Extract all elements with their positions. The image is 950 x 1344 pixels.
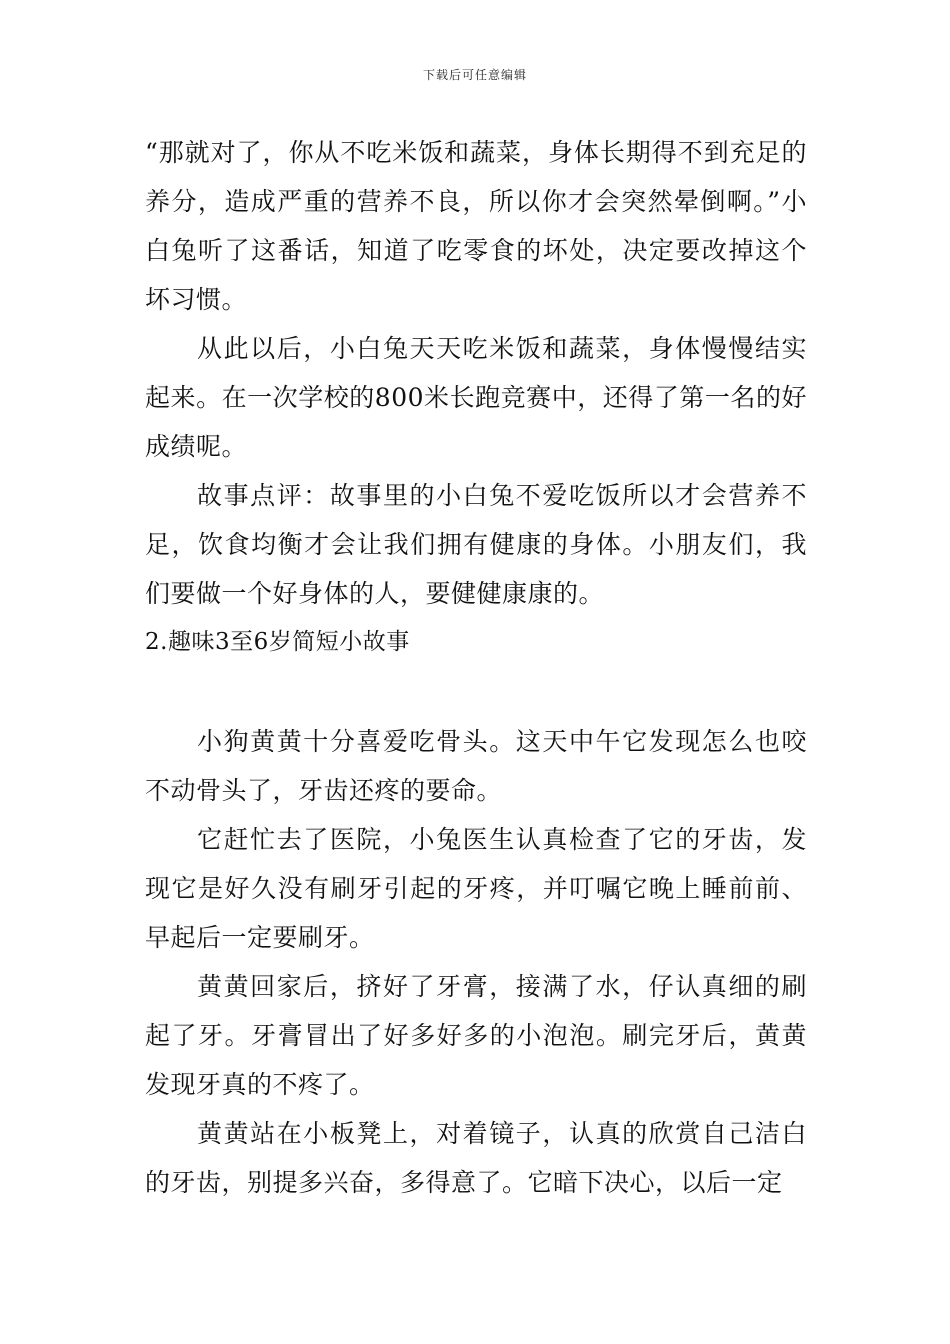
document-body	[145, 128, 807, 1207]
section-heading: 2.趣味3至6岁简短小故事	[145, 629, 410, 655]
page-header: 下载后可任意编辑	[422, 68, 527, 82]
blank-line	[145, 667, 807, 717]
paragraph-story-3: 黄黄回家后，挤好了牙膏，接满了水，仔认真细的刷起了牙。牙膏冒出了好多好多的小泡泡。刷完牙后，黄黄发现牙真的不疼了。	[145, 972, 807, 1099]
paragraph-story-4: 黄黄站在小板凳上，对着镜子，认真的欣赏自己洁白的牙齿，别提多兴奋，多得意了。它暗下决心，以后一定	[145, 1119, 807, 1197]
paragraph-dialogue: “那就对了，你从不吃米饭和蔬菜，身体长期得不到充足的养分，造成严重的营养不良，所以你才会突然晕倒啊。”小白兔听了这番话，知道了吃零食的坏处，决定要改掉这个坏习惯。	[145, 138, 807, 314]
paragraph-comment: 故事点评：故事里的小白兔不爱吃饭所以才会营养不足，饮食均衡才会让我们拥有健康的身体。小朋友们，我们要做一个好身体的人，要健健康康的。	[145, 481, 807, 608]
paragraph-story-1: 小狗黄黄十分喜爱吃骨头。这天中午它发现怎么也咬不动骨头了，牙齿还疼的要命。	[145, 727, 807, 805]
paragraph-after: 从此以后，小白兔天天吃米饭和蔬菜，身体慢慢结实起来。在一次学校的800米长跑竞赛中，还得了第一名的好成绩呢。	[145, 334, 807, 461]
paragraph-story-2: 它赶忙去了医院，小兔医生认真检查了它的牙齿，发现它是好久没有刷牙引起的牙疼，并叮嘱它晚上睡前前、早起后一定要刷牙。	[145, 825, 807, 952]
